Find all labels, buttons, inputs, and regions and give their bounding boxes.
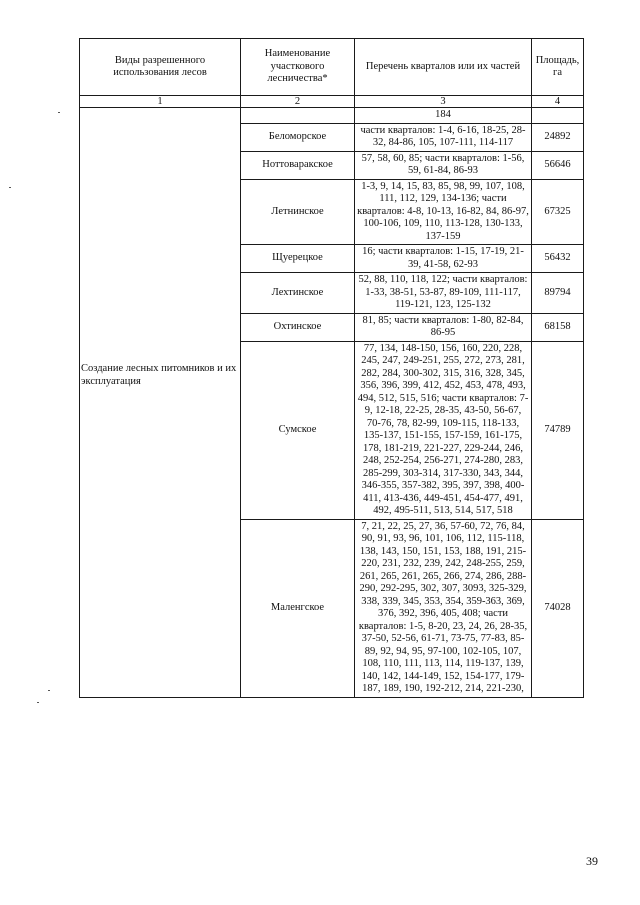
column-number: 4 <box>532 96 584 108</box>
forestry-name-cell: Щуерецкое <box>241 245 355 273</box>
quarters-cell: 16; части кварталов: 1-15, 17-19, 21-39, 41-58, 62-93 <box>355 245 532 273</box>
forestry-name-cell: Ноттоваракское <box>241 151 355 179</box>
area-cell: 56646 <box>532 151 584 179</box>
quarters-cell: 1-3, 9, 14, 15, 83, 85, 98, 99, 107, 108, 111, 112, 129, 134-136; части кварталов: 4-8, 10-13, 16-82, 84, 86-97, 100-106, 109, 110, 113-128, 130-133, 137-159 <box>355 179 532 245</box>
scan-speck <box>58 112 60 113</box>
area-cell: 89794 <box>532 273 584 314</box>
area-cell: 74789 <box>532 341 584 519</box>
scan-speck <box>9 187 11 188</box>
column-number: 3 <box>355 96 532 108</box>
quarters-cell: части кварталов: 1-4, 6-16, 18-25, 28-32, 84-86, 105, 107-111, 114-117 <box>355 123 532 151</box>
page-number: 39 <box>586 854 598 868</box>
area-cell: 74028 <box>532 519 584 697</box>
forestry-name-cell: Лехтинское <box>241 273 355 314</box>
column-number: 2 <box>241 96 355 108</box>
area-cell: 24892 <box>532 123 584 151</box>
forest-use-table <box>79 38 584 698</box>
area-cell: 68158 <box>532 313 584 341</box>
forestry-name-cell: Сумское <box>241 341 355 519</box>
quarters-cell: 57, 58, 60, 85; части кварталов: 1-56, 59, 61-84, 86-93 <box>355 151 532 179</box>
use-type-cell: Создание лесных питомников и их эксплуатация <box>80 108 241 698</box>
quarters-cell: 184 <box>355 108 532 124</box>
area-cell: 56432 <box>532 245 584 273</box>
forestry-name-cell: Летнинское <box>241 179 355 245</box>
header-area: Площадь, га <box>532 39 584 96</box>
scan-speck <box>37 702 39 703</box>
forestry-name-cell: Охтинское <box>241 313 355 341</box>
quarters-cell: 7, 21, 22, 25, 27, 36, 57-60, 72, 76, 84, 90, 91, 93, 96, 101, 106, 112, 115-118, 138, 143, 150, 151, 153, 188, 191, 215-220, 231, 232, 239, 242, 248-255, 259, 261, 265, 261, 265, 266, 274, 286, 288-290, 292-295, 302, 307, 3093, 325-329, 338, 339, 345, 353, 354, 359-363, 369, 376, 392, 396, 405, 408; части кварталов: 1-5, 8-20, 23, 24, 26, 28-35, 37-50, 52-56, 61-71, 73-75, 77-83, 85-89, 92, 94, 95, 97-100, 102-105, 107, 108, 110, 111, 113, 114, 119-137, 139, 140, 142, 144-149, 152, 154-177, 179-187, 189, 190, 192-212, 214, 221-230, <box>355 519 532 697</box>
column-number-row <box>80 96 584 108</box>
table-row <box>80 108 584 124</box>
quarters-cell: 77, 134, 148-150, 156, 160, 220, 228, 245, 247, 249-251, 255, 272, 273, 281, 282, 284, 300-302, 315, 316, 328, 345, 356, 396, 399, 412, 452, 453, 478, 493, 494, 512, 515, 516; части кварталов: 7-9, 12-18, 22-25, 28-35, 43-50, 56-67, 70-76, 78, 82-99, 109-115, 118-133, 135-137, 151-155, 157-159, 161-175, 178, 181-219, 221-227, 229-244, 246, 248, 252-254, 256-271, 274-280, 283, 285-299, 303-314, 317-330, 343, 344, 346-355, 357-382, 395, 397, 398, 400-411, 413-436, 449-451, 454-477, 491, 492, 495-511, 513, 514, 517, 518 <box>355 341 532 519</box>
header-quarters: Перечень кварталов или их частей <box>355 39 532 96</box>
forestry-name-cell: Беломорское <box>241 123 355 151</box>
forestry-name-cell <box>241 108 355 124</box>
forestry-name-cell: Маленгское <box>241 519 355 697</box>
table-header-row <box>80 39 584 96</box>
quarters-cell: 81, 85; части кварталов: 1-80, 82-84, 86-95 <box>355 313 532 341</box>
quarters-cell: 52, 88, 110, 118, 122; части кварталов: 1-33, 38-51, 53-87, 89-109, 111-117, 119-121, 123, 125-132 <box>355 273 532 314</box>
area-cell: 67325 <box>532 179 584 245</box>
header-use-type: Виды разрешенного использования лесов <box>80 39 241 96</box>
scan-speck <box>48 690 50 691</box>
column-number: 1 <box>80 96 241 108</box>
header-forestry-name: Наименование участкового лесничества* <box>241 39 355 96</box>
area-cell <box>532 108 584 124</box>
